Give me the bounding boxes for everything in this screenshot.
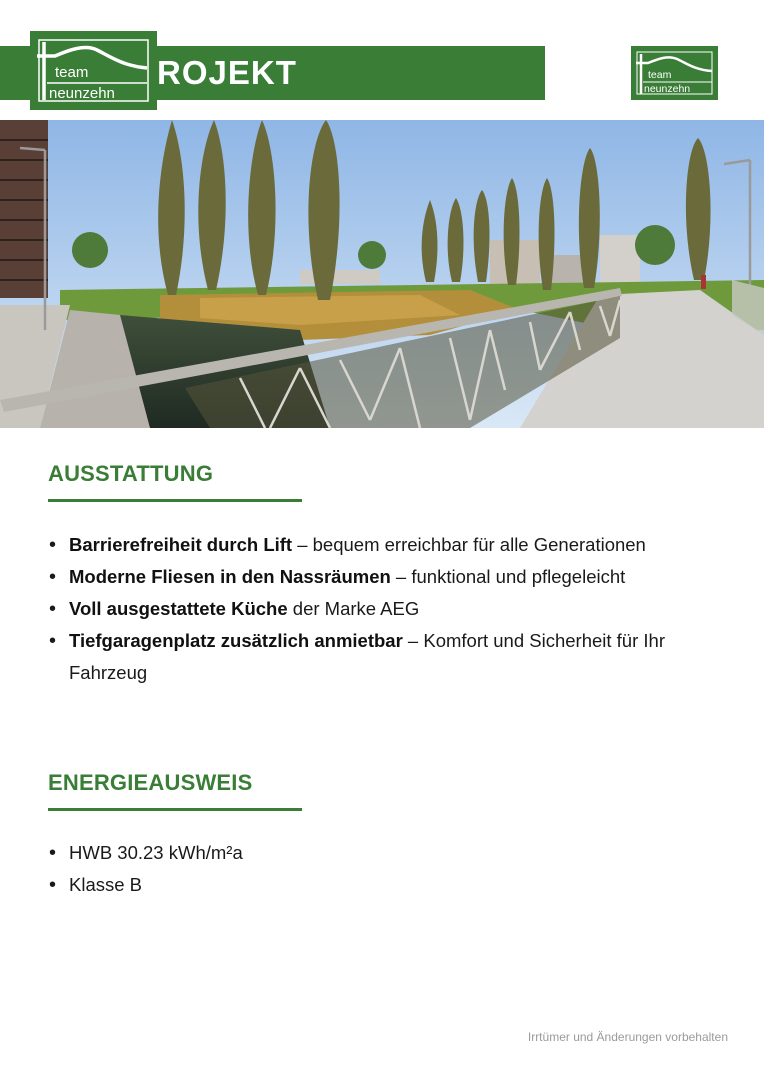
list-item [48,593,728,625]
team-neunzehn-logo-icon [35,36,152,105]
list-item-bold: Moderne Fliesen in den Nassräumen [69,566,391,587]
list-item-text: – Komfort und Sicherheit für Ihr Fahrzeug [69,630,665,683]
list-item-text: – bequem erreichbar für alle Generationen [292,534,646,555]
ausstattung-heading: AUSSTATTUNG [48,461,214,486]
ausstattung-divider [48,499,302,502]
energieausweis-heading: ENERGIEAUSWEIS [48,770,253,795]
team-neunzehn-logo-small-icon [634,49,715,97]
list-item [48,625,728,689]
logo-small-team-text: team [648,69,672,81]
list-item [48,529,728,561]
brand-logo-small [631,46,718,100]
list-item: • HWB 30.23 kWh/m²a [48,837,728,869]
list-item [48,561,728,593]
logo-neunzehn-text: neunzehn [49,85,115,102]
footer-disclaimer: Irrtümer und Änderungen vorbehalten [527,1030,728,1044]
logo-team-text: team [55,64,89,81]
hero-photo [0,120,764,428]
list-item-text: der Marke AEG [287,598,420,619]
energieausweis-divider [48,808,302,811]
park-scene-image [0,120,764,428]
energieausweis-list [48,837,728,901]
list-item-bold: Voll ausgestattete Küche [69,598,288,619]
logo-small-neunzehn-text: neunzehn [644,83,691,95]
list-item-bold: Tiefgaragenplatz zusätzlich anmietbar [69,630,403,651]
brand-logo [30,31,157,110]
ausstattung-list [48,529,728,689]
list-item: • Klasse B [48,869,728,901]
page-title: ROJEKT [157,54,297,91]
list-item-text: – funktional und pflegeleicht [390,566,626,587]
list-item-bold: Barrierefreiheit durch Lift [69,534,293,555]
